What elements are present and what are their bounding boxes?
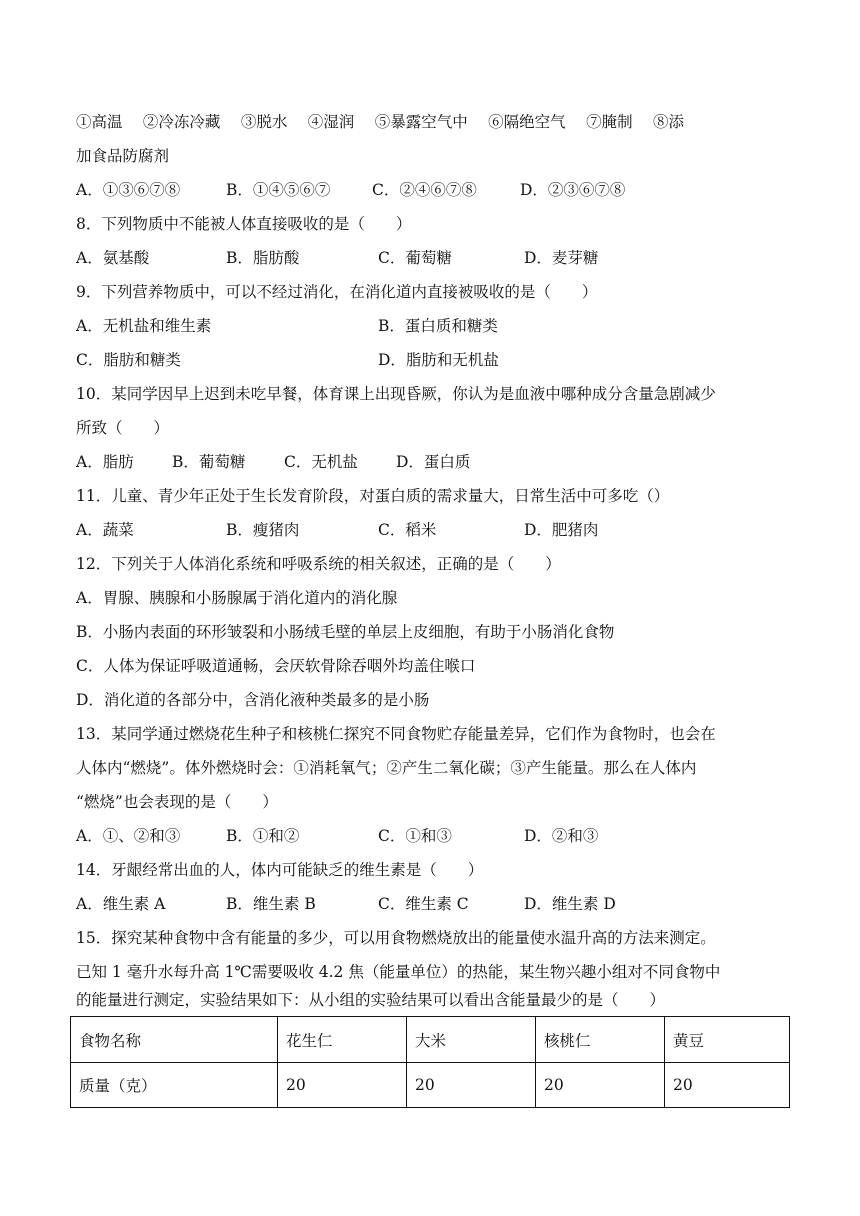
option-d: D．②和③ (524, 827, 599, 845)
option-b: B．①④⑤⑥⑦ (226, 181, 331, 199)
q13-stem-line-3: “燃烧”也会表现的是（ ） (76, 793, 278, 811)
q11-stem: 11．儿童、青少年正处于生长发育阶段，对蛋白质的需求量大，日常生活中可多吃（） (76, 487, 670, 505)
q13-stem-line-1: 13．某同学通过燃烧花生种子和核桃仁探究不同食物贮存能量差异，它们作为食物时，也会在 (76, 725, 716, 743)
q15-stem-line-1: 15．探究某种食物中含有能量的多少，可以用食物燃烧放出的能量使水温升高的方法来测定。 (76, 929, 716, 947)
table-header-row (71, 1017, 790, 1063)
table-cell: 20 (278, 1063, 407, 1108)
q12-option-a: A．胃腺、胰腺和小肠腺属于消化道内的消化腺 (76, 589, 398, 607)
q8-stem: 8．下列物质中不能被人体直接吸收的是（ ） (76, 215, 412, 233)
option-a: A．脂肪 (76, 453, 134, 471)
table-cell: 20 (407, 1063, 536, 1108)
option-d: D．脂肪和无机盐 (378, 351, 499, 369)
option-c: C．葡萄糖 (378, 249, 452, 267)
q14-stem: 14．牙龈经常出血的人，体内可能缺乏的维生素是（ ） (76, 861, 484, 879)
option-a: A．维生素 A (76, 895, 166, 913)
table-cell: 20 (665, 1063, 790, 1108)
option-c: C．维生素 C (378, 895, 469, 913)
table-cell: 大米 (407, 1017, 536, 1063)
option-d: D．肥猪肉 (524, 521, 599, 539)
option-d: D．麦芽糖 (524, 249, 599, 267)
q12-option-d: D．消化道的各部分中，含消化液种类最多的是小肠 (76, 691, 430, 709)
q12-stem: 12．下列关于人体消化系统和呼吸系统的相关叙述，正确的是（ ） (76, 555, 561, 573)
option-d: D．②③⑥⑦⑧ (520, 181, 626, 199)
table-cell: 质量（克） (71, 1063, 278, 1108)
option-b: B．瘦猪肉 (226, 521, 300, 539)
option-d: D．维生素 D (524, 895, 616, 913)
option-c: C．无机盐 (284, 453, 358, 471)
option-a: A．蔬菜 (76, 521, 134, 539)
q12-option-c: C．人体为保证呼吸道通畅，会厌软骨除吞咽外均盖住喉口 (76, 657, 476, 675)
option-b: B．蛋白质和糖类 (378, 317, 498, 335)
table-cell: 20 (536, 1063, 665, 1108)
option-c: C．稻米 (378, 521, 437, 539)
option-b: B．维生素 B (226, 895, 316, 913)
q9-stem: 9．下列营养物质中，可以不经过消化，在消化道内直接被吸收的是（ ） (76, 283, 598, 301)
preserve-methods-line-1: ①高温 ②冷冻冷藏 ③脱水 ④湿润 ⑤暴露空气中 ⑥隔绝空气 ⑦腌制 ⑧添 (76, 113, 684, 131)
option-b: B．脂肪酸 (226, 249, 300, 267)
q10-stem-line-2: 所致（ ） (76, 419, 170, 437)
table-cell: 核桃仁 (536, 1017, 665, 1063)
option-c: C．脂肪和糖类 (76, 351, 181, 369)
table-row (71, 1063, 790, 1108)
option-a: A．无机盐和维生素 (76, 317, 212, 335)
q15-stem-line-2: 已知 1 毫升水每升高 1℃需要吸收 4.2 焦（能量单位）的热能，某生物兴趣小组对不同食物中 (76, 963, 721, 981)
q12-option-b: B．小肠内表面的环形皱裂和小肠绒毛壁的单层上皮细胞，有助于小肠消化食物 (76, 623, 615, 641)
q10-stem-line-1: 10．某同学因早上迟到未吃早餐，体育课上出现昏厥，你认为是血液中哪种成分含量急剧减少 (76, 385, 716, 403)
option-a: A．①③⑥⑦⑧ (76, 181, 181, 199)
table-cell: 食物名称 (71, 1017, 278, 1063)
q13-stem-line-2: 人体内“燃烧”。体外燃烧时会：①消耗氧气；②产生二氧化碳；③产生能量。那么在人体内 (76, 759, 697, 777)
option-b: B．葡萄糖 (172, 453, 246, 471)
option-a: A．氨基酸 (76, 249, 150, 267)
table-cell: 黄豆 (665, 1017, 790, 1063)
option-c: C．②④⑥⑦⑧ (372, 181, 477, 199)
q15-stem-line-3: 的能量进行测定，实验结果如下：从小组的实验结果可以看出含能量最少的是（ ） (76, 991, 666, 1009)
food-energy-table (70, 1016, 790, 1108)
option-d: D．蛋白质 (396, 453, 471, 471)
option-a: A．①、②和③ (76, 827, 181, 845)
option-b: B．①和② (226, 827, 300, 845)
table-cell: 花生仁 (278, 1017, 407, 1063)
option-c: C．①和③ (378, 827, 452, 845)
preserve-methods-line-2: 加食品防腐剂 (76, 147, 170, 165)
